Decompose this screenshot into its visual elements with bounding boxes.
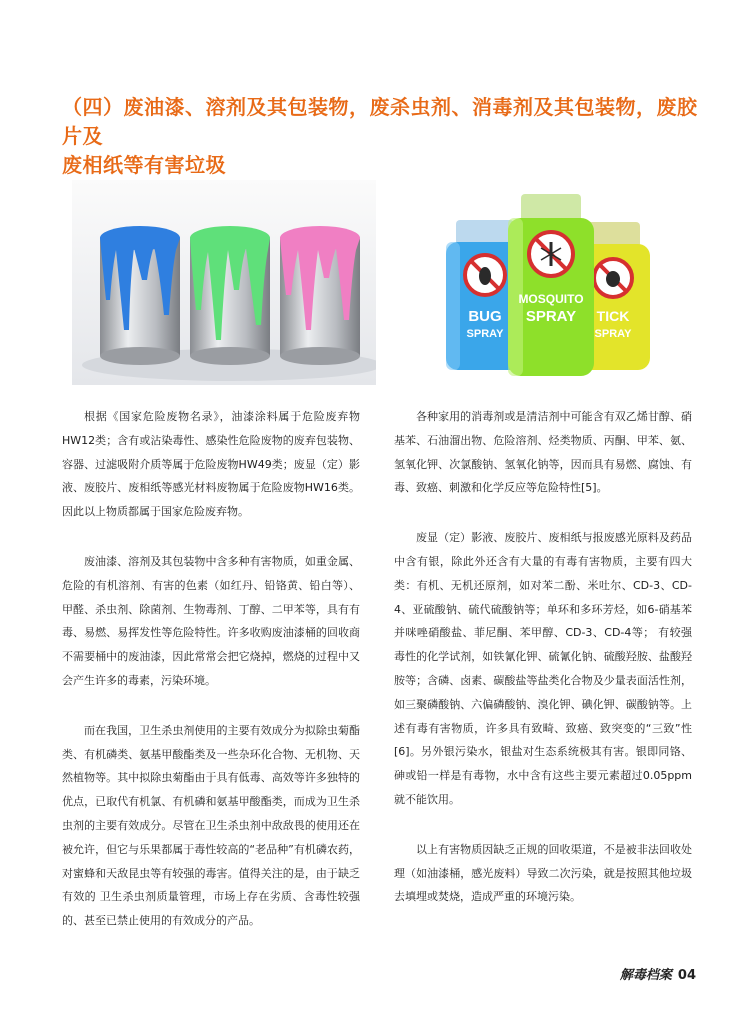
paragraph: 而在我国，卫生杀虫剂使用的主要有效成分为拟除虫菊酯类、有机磷类、氨基甲酸酯类及一些杂环化合物、无机物、天然植物等。其中拟除虫菊酯由于具有低毒、高效等许多独特的优点，已取代有机氯、有机磷和氨基甲酸酯类，而成为卫生杀虫剂的主要有效成分。尽管在卫生杀虫剂中敌敌畏的使用还在被允许，但它与乐果都属于毒性较高的“老品种”有机磷农药，对蜜蜂和天敌昆虫等有较强的毒害。值得关注的是，由于缺乏有效的 卫生杀虫剂质量管理，市场上存在劣质、含毒性较强的、甚至已禁止使用的有效成分的产品。 xyxy=(62,723,360,928)
bug-spray-label-2: SPRAY xyxy=(466,328,504,340)
left-column xyxy=(62,405,360,959)
footer-title: 解毒档案 xyxy=(619,968,672,983)
paragraph: 废显（定）影液、废胶片、废相纸与报废感光原料及药品中含有银，除此外还含有大量的有毒有害物质，主要有四大类：有机、无机还原剂，如对苯二酚、米吐尔、CD-3、CD-4、亚硫酸钠、硫代硫酸钠等；单环和多环芳烃，如6-硝基苯并咪唑硝酸盐、菲尼酮、苯甲醇、CD-3、CD-4等； 有较强毒性的化学试剂，如铁氰化钾、硫氰化钠、硫酸羟胺、盐酸羟胺等；含磷、卤素、碳酸盐等盐类化合物及少量表面活性剂，如三聚磷酸钠、六偏磷酸钠、溴化钾、碘化钾、碳酸钠等。上述有毒有害物质，许多具有致畸、致癌、致突变的“三致”性[6]。另外银污染水，银盐对生态系统极其有害。银即同铬、砷或铅一样是有毒物，水中含有这些主要元素超过0.05ppm就不能饮用。 xyxy=(394,531,692,806)
bug-spray-label-1: BUG xyxy=(468,308,502,325)
section-heading xyxy=(62,93,702,180)
paint-cans-photo xyxy=(72,180,394,385)
mosquito-spray-label-2: SPRAY xyxy=(525,308,577,325)
pink-paint-can xyxy=(280,226,360,365)
paragraph: 以上有害物质因缺乏正规的回收渠道，不是被非法回收处理（如油漆桶，感光废料）导致二次污染，就是按照其他垃圾去填埋或焚烧，造成严重的环境污染。 xyxy=(394,842,692,904)
heading-line-2: 废相纸等有害垃圾 xyxy=(62,153,226,177)
paragraph: 根据《国家危险废物名录》，油漆涂料属于危险废弃物HW12类；含有或沾染毒性、感染性危险废物的废弃包装物、容器、过滤吸附介质等属于危险废物HW49类；废显（定）影液、废胶片、废相纸等感光材料废物属于危险废物HW16类。因此以上物质都属于国家危险废弃物。 xyxy=(62,410,360,519)
paragraph: 废油漆、溶剂及其包装物中含多种有害物质，如重金属、危险的有机溶剂、有害的色素（如红丹、铅铬黄、铅白等）、甲醛、杀虫剂、除菌剂、生物毒剂、丁醇、二甲苯等，具有有毒、易燃、易挥发性等危险特性。许多收购废油漆桶的回收商不需要桶中的废油漆，因此常常会把它烧掉，燃烧的过程中又会产生许多的毒素，污染环境。 xyxy=(62,554,360,687)
green-paint-can xyxy=(190,226,270,365)
paragraph: 各种家用的消毒剂或是清洁剂中可能含有双乙烯甘醇、硝基苯、石油溜出物、危险溶剂、烃类物质、丙酮、甲苯、氨、氢氧化钾、次氯酸钠、氢氧化钠等，因而具有易燃、腐蚀、有毒、致癌、刺激和化学反应等危险特性[5]。 xyxy=(394,410,692,495)
spray-cans-photo xyxy=(376,180,698,385)
tick-spray-label-1: TICK xyxy=(596,308,630,324)
page-number: 04 xyxy=(677,968,696,983)
right-column xyxy=(394,405,692,935)
mosquito-spray-can xyxy=(508,194,594,376)
mosquito-spray-label-1: MOSQUITO xyxy=(518,292,584,306)
tick-spray-label-2: SPRAY xyxy=(594,328,632,340)
heading-line-1: （四）废油漆、溶剂及其包装物，废杀虫剂、消毒剂及其包装物，废胶片及 xyxy=(62,95,698,148)
blue-paint-can xyxy=(100,226,180,365)
page-footer xyxy=(620,964,696,983)
